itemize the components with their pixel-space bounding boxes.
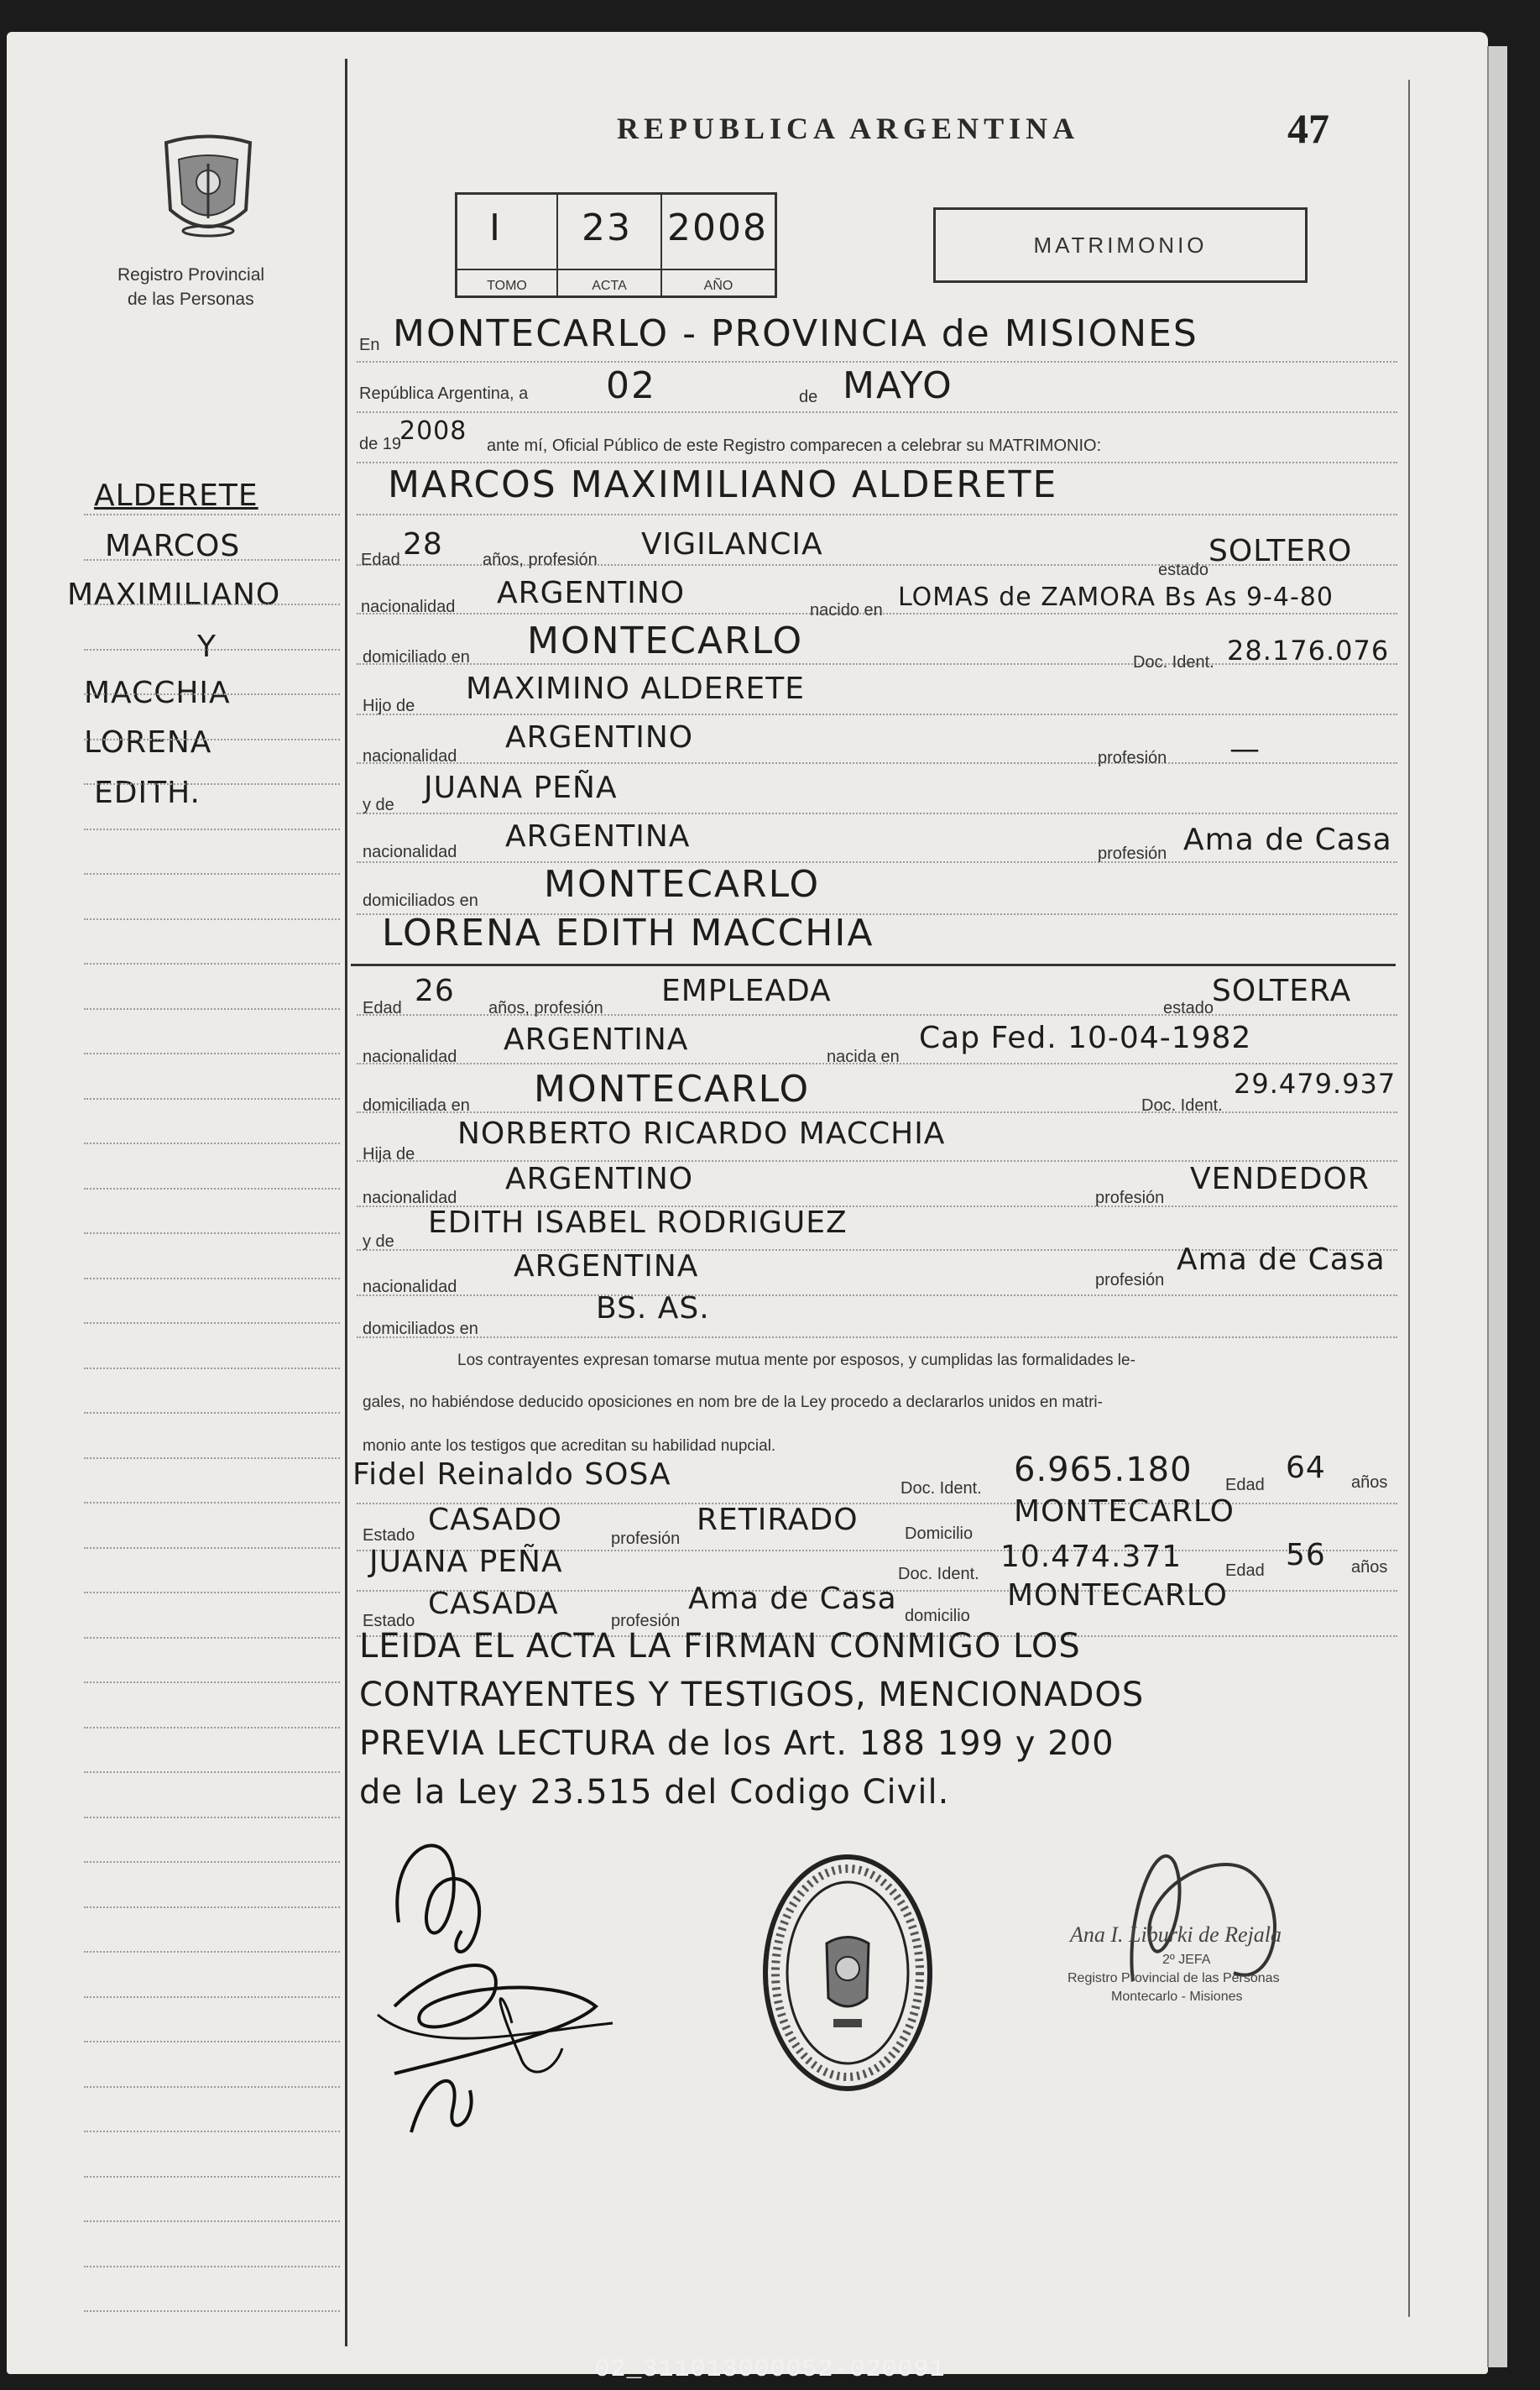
nacida-label: nacida en [827, 1048, 900, 1066]
margin-note-line: MARCOS [105, 529, 241, 563]
closing-note-line: LEIDA EL ACTA LA FIRMAN CONMIGO LOS [359, 1627, 1081, 1666]
separator-line [351, 964, 1396, 966]
bride-estado: SOLTERA [1212, 974, 1352, 1008]
main-ruled-line [357, 861, 1397, 863]
witness-2-domicile: MONTECARLO [1007, 1578, 1228, 1613]
bride-mother-profession: Ama de Casa [1177, 1242, 1386, 1277]
margin-ruled-line [84, 2086, 340, 2088]
margin-ruled-line [84, 1143, 340, 1144]
domiciliados-label: domiciliados en [363, 1320, 478, 1338]
margin-ruled-line [84, 1322, 340, 1324]
margin-ruled-line [84, 604, 340, 605]
main-ruled-line [357, 361, 1397, 363]
official-name: Ana I. Liburki de Rejala [1070, 1922, 1282, 1947]
bride-father-nationality: ARGENTINO [505, 1162, 694, 1196]
image-id-label: 02_311013000052-020091 [594, 2356, 946, 2384]
witness-2-age: 56 [1286, 1538, 1326, 1572]
margin-ruled-line [84, 1232, 340, 1234]
groom-nationality: ARGENTINO [497, 576, 686, 610]
margin-ruled-line [84, 1412, 340, 1414]
bride-mother: EDITH ISABEL RODRIGUEZ [428, 1205, 848, 1240]
witness-1-domicile: MONTECARLO [1014, 1494, 1235, 1529]
groom-profession: VIGILANCIA [641, 527, 823, 562]
profesion-label: profesión [1095, 1271, 1165, 1289]
groom-estado: SOLTERO [1209, 534, 1353, 568]
estado-label: Estado [363, 1612, 415, 1630]
margin-ruled-line [84, 1861, 340, 1863]
main-ruled-line [357, 1336, 1397, 1338]
margin-ruled-line [84, 2176, 340, 2178]
margin-ruled-line [84, 1278, 340, 1279]
margin-ruled-line [84, 1681, 340, 1683]
day-value: 02 [606, 364, 656, 407]
groom-mother-nationality: ARGENTINA [505, 819, 691, 854]
domiciliada-label: domiciliada en [363, 1096, 470, 1115]
margin-ruled-line [84, 1098, 340, 1100]
margin-ruled-line [84, 1637, 340, 1639]
closing-note-line: de la Ley 23.515 del Codigo Civil. [359, 1773, 950, 1812]
month-value: MAYO [843, 364, 953, 407]
margin-ruled-line [84, 1008, 340, 1010]
nacionalidad-label: nacionalidad [363, 1189, 457, 1207]
margin-ruled-line [84, 1502, 340, 1504]
groom-birth: LOMAS de ZAMORA Bs As 9-4-80 [898, 583, 1334, 612]
estado-label: estado [1163, 999, 1214, 1017]
margin-note-line: LORENA [84, 725, 212, 760]
estado-label: estado [1158, 561, 1209, 579]
margin-note-line: ALDERETE [94, 479, 258, 513]
coat-of-arms-seal [154, 130, 263, 248]
hijo-label: Hijo de [363, 697, 415, 715]
bride-doc: 29.479.937 [1234, 1068, 1396, 1100]
margin-ruled-line [84, 1771, 340, 1773]
groom-mother: JUANA PEÑA [424, 771, 618, 805]
nacionalidad-label: nacionalidad [363, 747, 457, 766]
anos-profesion-label: años, profesión [483, 551, 598, 569]
edad-label: Edad [1225, 1561, 1265, 1580]
edad-label: Edad [1225, 1476, 1265, 1494]
contrayentes-signatures [361, 1805, 638, 2157]
page-number: 47 [1287, 105, 1329, 152]
margin-ruled-line [84, 1817, 340, 1818]
main-ruled-line [357, 813, 1397, 814]
profesion-label: profesión [1098, 749, 1167, 767]
margin-ruled-line [84, 873, 340, 875]
intro-sentence: ante mí, Oficial Público de este Registro comparecen a celebrar su MATRIMONIO: [487, 437, 1102, 455]
margin-ruled-line [84, 739, 340, 740]
record-type-label: MATRIMONIO [1033, 233, 1208, 258]
margin-ruled-line [84, 1547, 340, 1549]
edad-label: Edad [361, 551, 400, 569]
year-value: 2008 [399, 416, 467, 446]
groom-domicile: MONTECARLO [527, 620, 804, 662]
profesion-label: profesión [1095, 1189, 1165, 1207]
witness-2-estado: CASADA [428, 1587, 559, 1621]
tomo-label: TOMO [487, 279, 527, 293]
closing-note-line: CONTRAYENTES Y TESTIGOS, MENCIONADOS [359, 1676, 1145, 1714]
margin-note-line: Y [197, 630, 217, 664]
margin-ruled-line [84, 2131, 340, 2132]
main-ruled-line [357, 1294, 1397, 1296]
groom-doc: 28.176.076 [1227, 635, 1390, 667]
margin-divider-line [345, 59, 347, 2346]
nacionalidad-label: nacionalidad [361, 598, 456, 616]
nacionalidad-label: nacionalidad [363, 1278, 457, 1296]
bride-name: LORENA EDITH MACCHIA [382, 912, 874, 954]
margin-note-line: MACCHIA [84, 676, 231, 710]
bride-nationality: ARGENTINA [504, 1022, 689, 1057]
en-label: En [359, 336, 380, 354]
doc-ident-label: Doc. Ident. [1141, 1096, 1223, 1115]
bride-birth: Cap Fed. 10-04-1982 [919, 1021, 1252, 1055]
nacionalidad-label: nacionalidad [363, 843, 457, 861]
anos-profesion-label: años, profesión [488, 999, 603, 1017]
main-ruled-line [357, 514, 1397, 515]
groom-parents-domicile: MONTECARLO [544, 863, 821, 906]
margin-note-line: EDITH. [94, 776, 201, 810]
groom-mother-profession: Ama de Casa [1183, 823, 1392, 857]
anos-label: años [1351, 1473, 1388, 1492]
doc-ident-label: Doc. Ident. [901, 1479, 982, 1498]
bride-father-profession: VENDEDOR [1190, 1162, 1370, 1196]
doc-ident-label: Doc. Ident. [898, 1565, 979, 1583]
bride-father: NORBERTO RICARDO MACCHIA [457, 1117, 946, 1151]
margin-ruled-line [84, 2220, 340, 2222]
edad-label: Edad [363, 999, 402, 1017]
margin-ruled-line [84, 783, 340, 785]
margin-ruled-line [84, 559, 340, 561]
domicilio-label: Domicilio [905, 1524, 974, 1543]
place-value: MONTECARLO - PROVINCIA de MISIONES [393, 312, 1198, 355]
republica-label: República Argentina, a [359, 384, 529, 403]
bride-domicile: MONTECARLO [534, 1068, 811, 1111]
margin-ruled-line [84, 1188, 340, 1190]
bride-mother-nationality: ARGENTINA [514, 1249, 699, 1284]
witness-1-profession: RETIRADO [697, 1503, 859, 1537]
year-prefix-label: de 19 [359, 435, 402, 453]
y-de-label: y de [363, 796, 394, 814]
record-number-box [455, 192, 777, 298]
declaration-line: monio ante los testigos que acreditan su habilidad nupcial. [363, 1437, 776, 1455]
ano-value: 2008 [667, 207, 768, 249]
bride-age: 26 [415, 974, 455, 1008]
witness-2-doc: 10.474.371 [1000, 1540, 1182, 1574]
hija-label: Hija de [363, 1145, 415, 1164]
profesion-label: profesión [611, 1530, 681, 1548]
margin-ruled-line [84, 1727, 340, 1728]
main-ruled-line [357, 1111, 1397, 1113]
domiciliado-label: domiciliado en [363, 648, 470, 667]
witness-2-profession: Ama de Casa [688, 1582, 897, 1616]
margin-ruled-line [84, 1053, 340, 1054]
margin-ruled-line [84, 829, 340, 830]
acta-value: 23 [582, 207, 632, 249]
official-oval-seal [760, 1851, 936, 2095]
margin-ruled-line [84, 1368, 340, 1369]
official-title: 2º JEFA [1162, 1953, 1211, 1967]
witness-1-name: Fidel Reinaldo SOSA [352, 1457, 671, 1492]
margin-ruled-line [84, 1951, 340, 1953]
document-page [7, 32, 1488, 2374]
nacido-label: nacido en [810, 601, 883, 620]
margin-ruled-line [84, 2310, 340, 2312]
margin-ruled-line [84, 649, 340, 651]
main-ruled-line [357, 411, 1397, 413]
groom-father-nationality: ARGENTINO [505, 720, 694, 755]
margin-ruled-line [84, 1457, 340, 1459]
margin-ruled-line [84, 1996, 340, 1998]
groom-father-profession: — [1229, 732, 1261, 766]
ano-label: AÑO [703, 279, 733, 293]
margin-ruled-line [84, 514, 340, 515]
main-ruled-line [357, 714, 1397, 715]
margin-ruled-line [84, 2041, 340, 2042]
acta-label: ACTA [592, 279, 627, 293]
groom-name: MARCOS MAXIMILIANO ALDERETE [388, 463, 1058, 506]
de-label: de [799, 388, 818, 406]
declaration-line: gales, no habiéndose deducido oposiciones en nom bre de la Ley procedo a declararlos unidos en matri- [363, 1394, 1103, 1411]
bride-profession: EMPLEADA [661, 974, 832, 1008]
margin-ruled-line [84, 693, 340, 695]
estado-label: Estado [363, 1526, 415, 1545]
official-location: Montecarlo - Misiones [1111, 1990, 1243, 2004]
anos-label: años [1351, 1558, 1388, 1577]
groom-father: MAXIMINO ALDERETE [466, 672, 805, 706]
witness-1-doc: 6.965.180 [1014, 1451, 1193, 1489]
tomo-value: I [489, 207, 502, 249]
declaration-line: Los contrayentes expresan tomarse mutua mente por esposos, y cumplidas las formalidades le- [457, 1352, 1135, 1369]
margin-ruled-line [84, 1906, 340, 1908]
profesion-label: profesión [611, 1612, 681, 1630]
bride-parents-domicile: BS. AS. [596, 1291, 710, 1326]
matrimonio-box [933, 207, 1308, 283]
witness-1-estado: CASADO [428, 1503, 562, 1537]
groom-age: 28 [403, 527, 443, 562]
margin-note-line: MAXIMILIANO [67, 578, 281, 612]
profesion-label: profesión [1098, 845, 1167, 863]
book-page-edge [1487, 46, 1507, 2367]
margin-ruled-line [84, 2266, 340, 2267]
nacionalidad-label: nacionalidad [363, 1048, 457, 1066]
country-heading: REPUBLICA ARGENTINA [617, 112, 1080, 145]
domicilio-label: domicilio [905, 1607, 970, 1625]
right-frame-line [1408, 80, 1410, 2317]
doc-ident-label: Doc. Ident. [1133, 653, 1214, 672]
margin-ruled-line [84, 918, 340, 920]
closing-note-line: PREVIA LECTURA de los Art. 188 199 y 200 [359, 1724, 1115, 1763]
official-office: Registro Provincial de las Personas [1068, 1971, 1280, 1985]
margin-ruled-line [84, 963, 340, 965]
margin-ruled-line [84, 1592, 340, 1593]
witness-2-name: JUANA PEÑA [369, 1545, 563, 1579]
registry-label-line2: de las Personas [128, 290, 254, 309]
registry-label-line1: Registro Provincial [117, 265, 265, 285]
witness-1-age: 64 [1286, 1451, 1326, 1485]
domiciliados-label: domiciliados en [363, 892, 478, 910]
y-de-label: y de [363, 1232, 394, 1251]
